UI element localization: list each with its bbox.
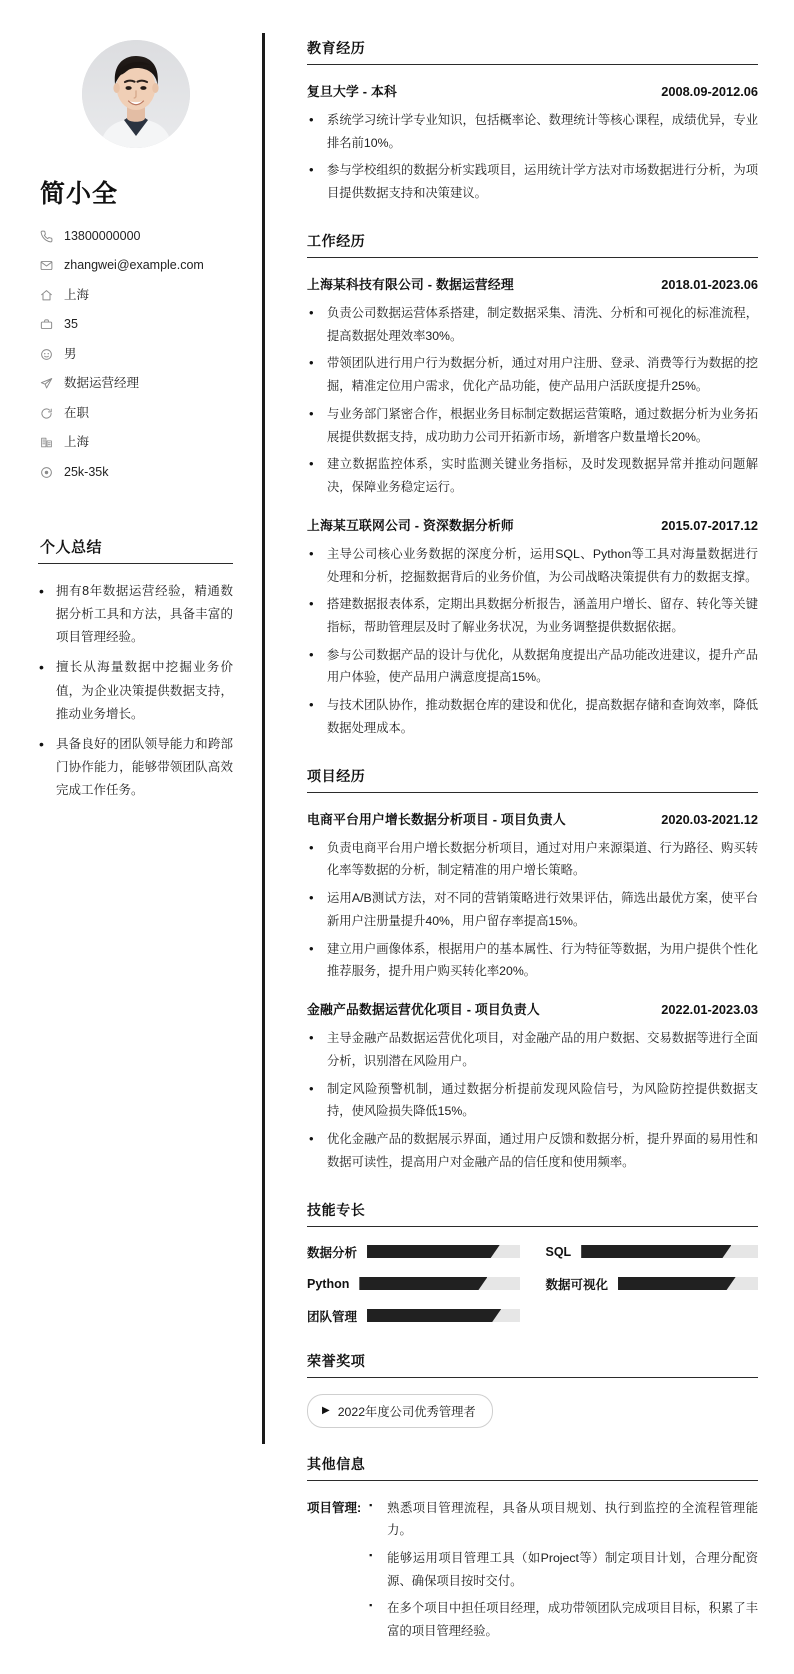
projects-section <box>307 766 758 1174</box>
entry-title: 电商平台用户增长数据分析项目 - 项目负责人 <box>307 811 566 827</box>
work-heading: 工作经历 <box>307 232 366 249</box>
target-icon <box>38 464 54 480</box>
education-section <box>307 38 758 205</box>
honor-badge[interactable] <box>307 1394 493 1428</box>
contact-value: 在职 <box>64 405 90 420</box>
entry-title: 金融产品数据运营优化项目 - 项目负责人 <box>307 1002 540 1018</box>
education-heading: 教育经历 <box>307 40 366 56</box>
contact-value: 上海 <box>64 435 90 449</box>
list-item: ▪ 熟悉项目管理流程，具备从项目规划、执行到监控的全流程管理能力。 <box>367 1497 758 1542</box>
project-entry <box>307 999 758 1173</box>
other-info-rule <box>307 1480 758 1481</box>
honors-section <box>307 1351 758 1428</box>
contact-phone <box>38 228 233 244</box>
list-item: • 擅长从海量数据中挖掘业务价值，为企业决策提供数据支持，推动业务增长。 <box>38 656 233 725</box>
skill-row <box>307 1275 520 1293</box>
skill-row <box>307 1243 520 1261</box>
skills-section <box>307 1200 758 1325</box>
skill-label: SQL <box>545 1244 572 1259</box>
gender-icon <box>38 346 54 362</box>
skill-progress-fill <box>618 1277 736 1290</box>
avatar <box>82 40 190 148</box>
list-item: • 与业务部门紧密合作，根据业务目标制定数据运营策略，通过数据分析为业务拓展提供数据支持，成功助力公司开拓新市场，新增客户数量增长20%。 <box>307 403 758 448</box>
contact-email <box>38 258 233 274</box>
entry-title: 上海某科技有限公司 - 数据运营经理 <box>307 276 514 292</box>
bullet-list <box>307 302 758 499</box>
refresh-icon <box>38 405 54 421</box>
summary-bullet-list <box>38 580 233 802</box>
summary-section <box>38 536 233 802</box>
list-item: • 搭建数据报表体系，定期出具数据分析报告，涵盖用户增长、留存、转化等关键指标，帮助管理层及时了解业务状况，为业务调整提供数据依据。 <box>307 593 758 638</box>
contact-value: zhangwei@example.com <box>64 258 204 272</box>
list-item: • 与技术团队协作，推动数据仓库的建设和优化，提高数据存储和查询效率，降低数据处理成本。 <box>307 694 758 739</box>
work-rule <box>307 257 758 258</box>
list-item: • 负责电商平台用户增长数据分析项目，通过对用户来源渠道、行为路径、购买转化率等数据的分析，制定精准的用户增长策略。 <box>307 837 758 882</box>
other-info-row <box>307 1497 758 1648</box>
skill-progress-track <box>367 1245 519 1258</box>
skill-progress-fill <box>359 1277 487 1290</box>
work-entry <box>307 274 758 499</box>
play-triangle-icon: ▶ <box>322 1404 330 1416</box>
work-entry <box>307 515 758 740</box>
honor-label: 2022年度公司优秀管理者 <box>337 1404 476 1419</box>
summary-rule <box>38 563 233 564</box>
contact-value: 13800000000 <box>64 228 141 243</box>
entry-title: 复旦大学 - 本科 <box>307 84 397 99</box>
list-item: • 建立用户画像体系，根据用户的基本属性、行为特征等数据，为用户提供个性化推荐服务，提升用户购买转化率20%。 <box>307 938 758 983</box>
avatar-wrapper <box>38 40 233 148</box>
entry-date: 2015.07-2017.12 <box>661 517 758 533</box>
list-item: • 优化金融产品的数据展示界面，通过用户反馈和数据分析，提升界面的易用性和数据可读性，提高用户对金融产品的信任度和使用频率。 <box>307 1128 758 1173</box>
skill-row <box>546 1275 759 1293</box>
briefcase-icon <box>38 317 54 333</box>
projects-rule <box>307 792 758 793</box>
other-info-section <box>307 1454 758 1648</box>
sidebar <box>0 0 263 1674</box>
skills-rule <box>307 1226 758 1227</box>
page-title: 简小全 <box>40 180 119 208</box>
skills-grid <box>307 1243 758 1325</box>
list-item: ▪ 能够运用项目管理工具（如Project等）制定项目计划，合理分配资源、确保项目按时交付。 <box>367 1547 758 1592</box>
entry-header <box>307 999 758 1018</box>
other-info-label: 项目管理: <box>307 1500 362 1515</box>
other-info-heading: 其他信息 <box>307 1455 366 1472</box>
list-item: ▪ 在多个项目中担任项目经理，成功带领团队完成项目目标，积累了丰富的项目管理经验。 <box>367 1597 758 1642</box>
skill-progress-fill <box>581 1245 731 1258</box>
contact-location <box>38 287 233 303</box>
contact-position <box>38 376 233 392</box>
list-item: • 主导公司核心业务数据的深度分析，运用SQL、Python等工具对海量数据进行处理和分析，挖掘数据背后的业务价值，为公司战略决策提供有力的数据支撑。 <box>307 543 758 588</box>
list-item: • 主导金融产品数据运营优化项目，对金融产品的用户数据、交易数据等进行全面分析，识别潜在风险用户。 <box>307 1027 758 1072</box>
education-rule <box>307 64 758 65</box>
entry-date: 2008.09-2012.06 <box>661 84 758 99</box>
skill-row <box>546 1243 759 1261</box>
skill-label: Python <box>307 1276 350 1291</box>
list-item: • 建立数据监控体系，实时监测关键业务指标，及时发现数据异常并推动问题解决，保障业务稳定运行。 <box>307 453 758 498</box>
skill-label: 数据可视化 <box>545 1277 609 1292</box>
entry-header <box>307 274 758 293</box>
home-icon <box>38 287 54 303</box>
list-item: • 制定风险预警机制，通过数据分析提前发现风险信号，为风险防控提供数据支持，使风险损失降低15%。 <box>307 1078 758 1123</box>
list-item: • 负责公司数据运营体系搭建，制定数据采集、清洗、分析和可视化的标准流程，提高数据处理效率30%。 <box>307 302 758 347</box>
skill-progress-track <box>367 1309 519 1322</box>
paper-plane-icon <box>38 376 54 392</box>
entry-date: 2022.01-2023.03 <box>661 1002 758 1018</box>
skill-progress-track <box>618 1277 758 1290</box>
bullet-list <box>307 109 758 205</box>
column-divider <box>262 33 265 1444</box>
projects-heading: 项目经历 <box>307 767 366 784</box>
entry-title: 上海某互联网公司 - 资深数据分析师 <box>307 517 514 533</box>
contact-value: 35 <box>64 317 78 331</box>
list-item: • 拥有8年数据运营经验，精通数据分析工具和方法，具备丰富的项目管理经验。 <box>38 580 233 649</box>
skill-label: 数据分析 <box>307 1245 358 1260</box>
bullet-list <box>307 543 758 740</box>
skill-label: 团队管理 <box>307 1309 358 1324</box>
education-entry <box>307 81 758 205</box>
list-item: • 参与学校组织的数据分析实践项目，运用统计学方法对市场数据进行分析，为项目提供数据支持和决策建议。 <box>307 159 758 204</box>
honors-heading: 荣誉奖项 <box>307 1352 366 1369</box>
honor-list <box>307 1394 758 1428</box>
main-content <box>263 0 794 1674</box>
skill-row <box>307 1307 520 1325</box>
envelope-icon <box>38 258 54 274</box>
entry-header <box>307 809 758 828</box>
contact-gender <box>38 346 233 362</box>
contact-value: 数据运营经理 <box>64 376 140 390</box>
entry-date: 2020.03-2021.12 <box>661 811 758 827</box>
skill-progress-track <box>581 1245 758 1258</box>
list-item: • 具备良好的团队领导能力和跨部门协作能力，能够带领团队高效完成工作任务。 <box>38 733 233 802</box>
bullet-list <box>307 837 758 983</box>
contact-salary <box>38 464 233 480</box>
honors-rule <box>307 1377 758 1378</box>
entry-header <box>307 81 758 100</box>
list-item: • 参与公司数据产品的设计与优化，从数据角度提出产品功能改进建议，提升产品用户体验，使产品用户满意度提高15%。 <box>307 644 758 689</box>
bullet-list <box>367 1497 758 1648</box>
phone-icon <box>38 228 54 244</box>
skill-progress-track <box>359 1277 519 1290</box>
contact-age <box>38 317 233 333</box>
contact-status <box>38 405 233 421</box>
contact-value: 男 <box>64 346 77 361</box>
bullet-list <box>307 1027 758 1173</box>
work-section <box>307 231 758 740</box>
contact-city <box>38 435 233 451</box>
list-item: • 系统学习统计学专业知识，包括概率论、数理统计等核心课程，成绩优异，专业排名前10%。 <box>307 109 758 154</box>
contact-list <box>38 228 233 480</box>
summary-heading: 个人总结 <box>40 539 103 556</box>
project-entry <box>307 809 758 983</box>
skills-heading: 技能专长 <box>307 1201 366 1218</box>
contact-value: 上海 <box>64 287 90 302</box>
entry-header <box>307 515 758 534</box>
skill-progress-fill <box>367 1309 501 1322</box>
building-icon <box>38 435 54 451</box>
list-item: • 运用A/B测试方法，对不同的营销策略进行效果评估，筛选出最优方案，使平台新用户注册量提升40%，用户留存率提高15%。 <box>307 887 758 932</box>
contact-value: 25k-35k <box>64 464 109 479</box>
person-photo-icon <box>82 40 190 148</box>
entry-date: 2018.01-2023.06 <box>661 276 758 292</box>
list-item: • 带领团队进行用户行为数据分析，通过对用户注册、登录、消费等行为数据的挖掘，精准定位用户需求，优化产品功能，使产品用户活跃度提升25%。 <box>307 352 758 397</box>
skill-progress-fill <box>367 1245 500 1258</box>
